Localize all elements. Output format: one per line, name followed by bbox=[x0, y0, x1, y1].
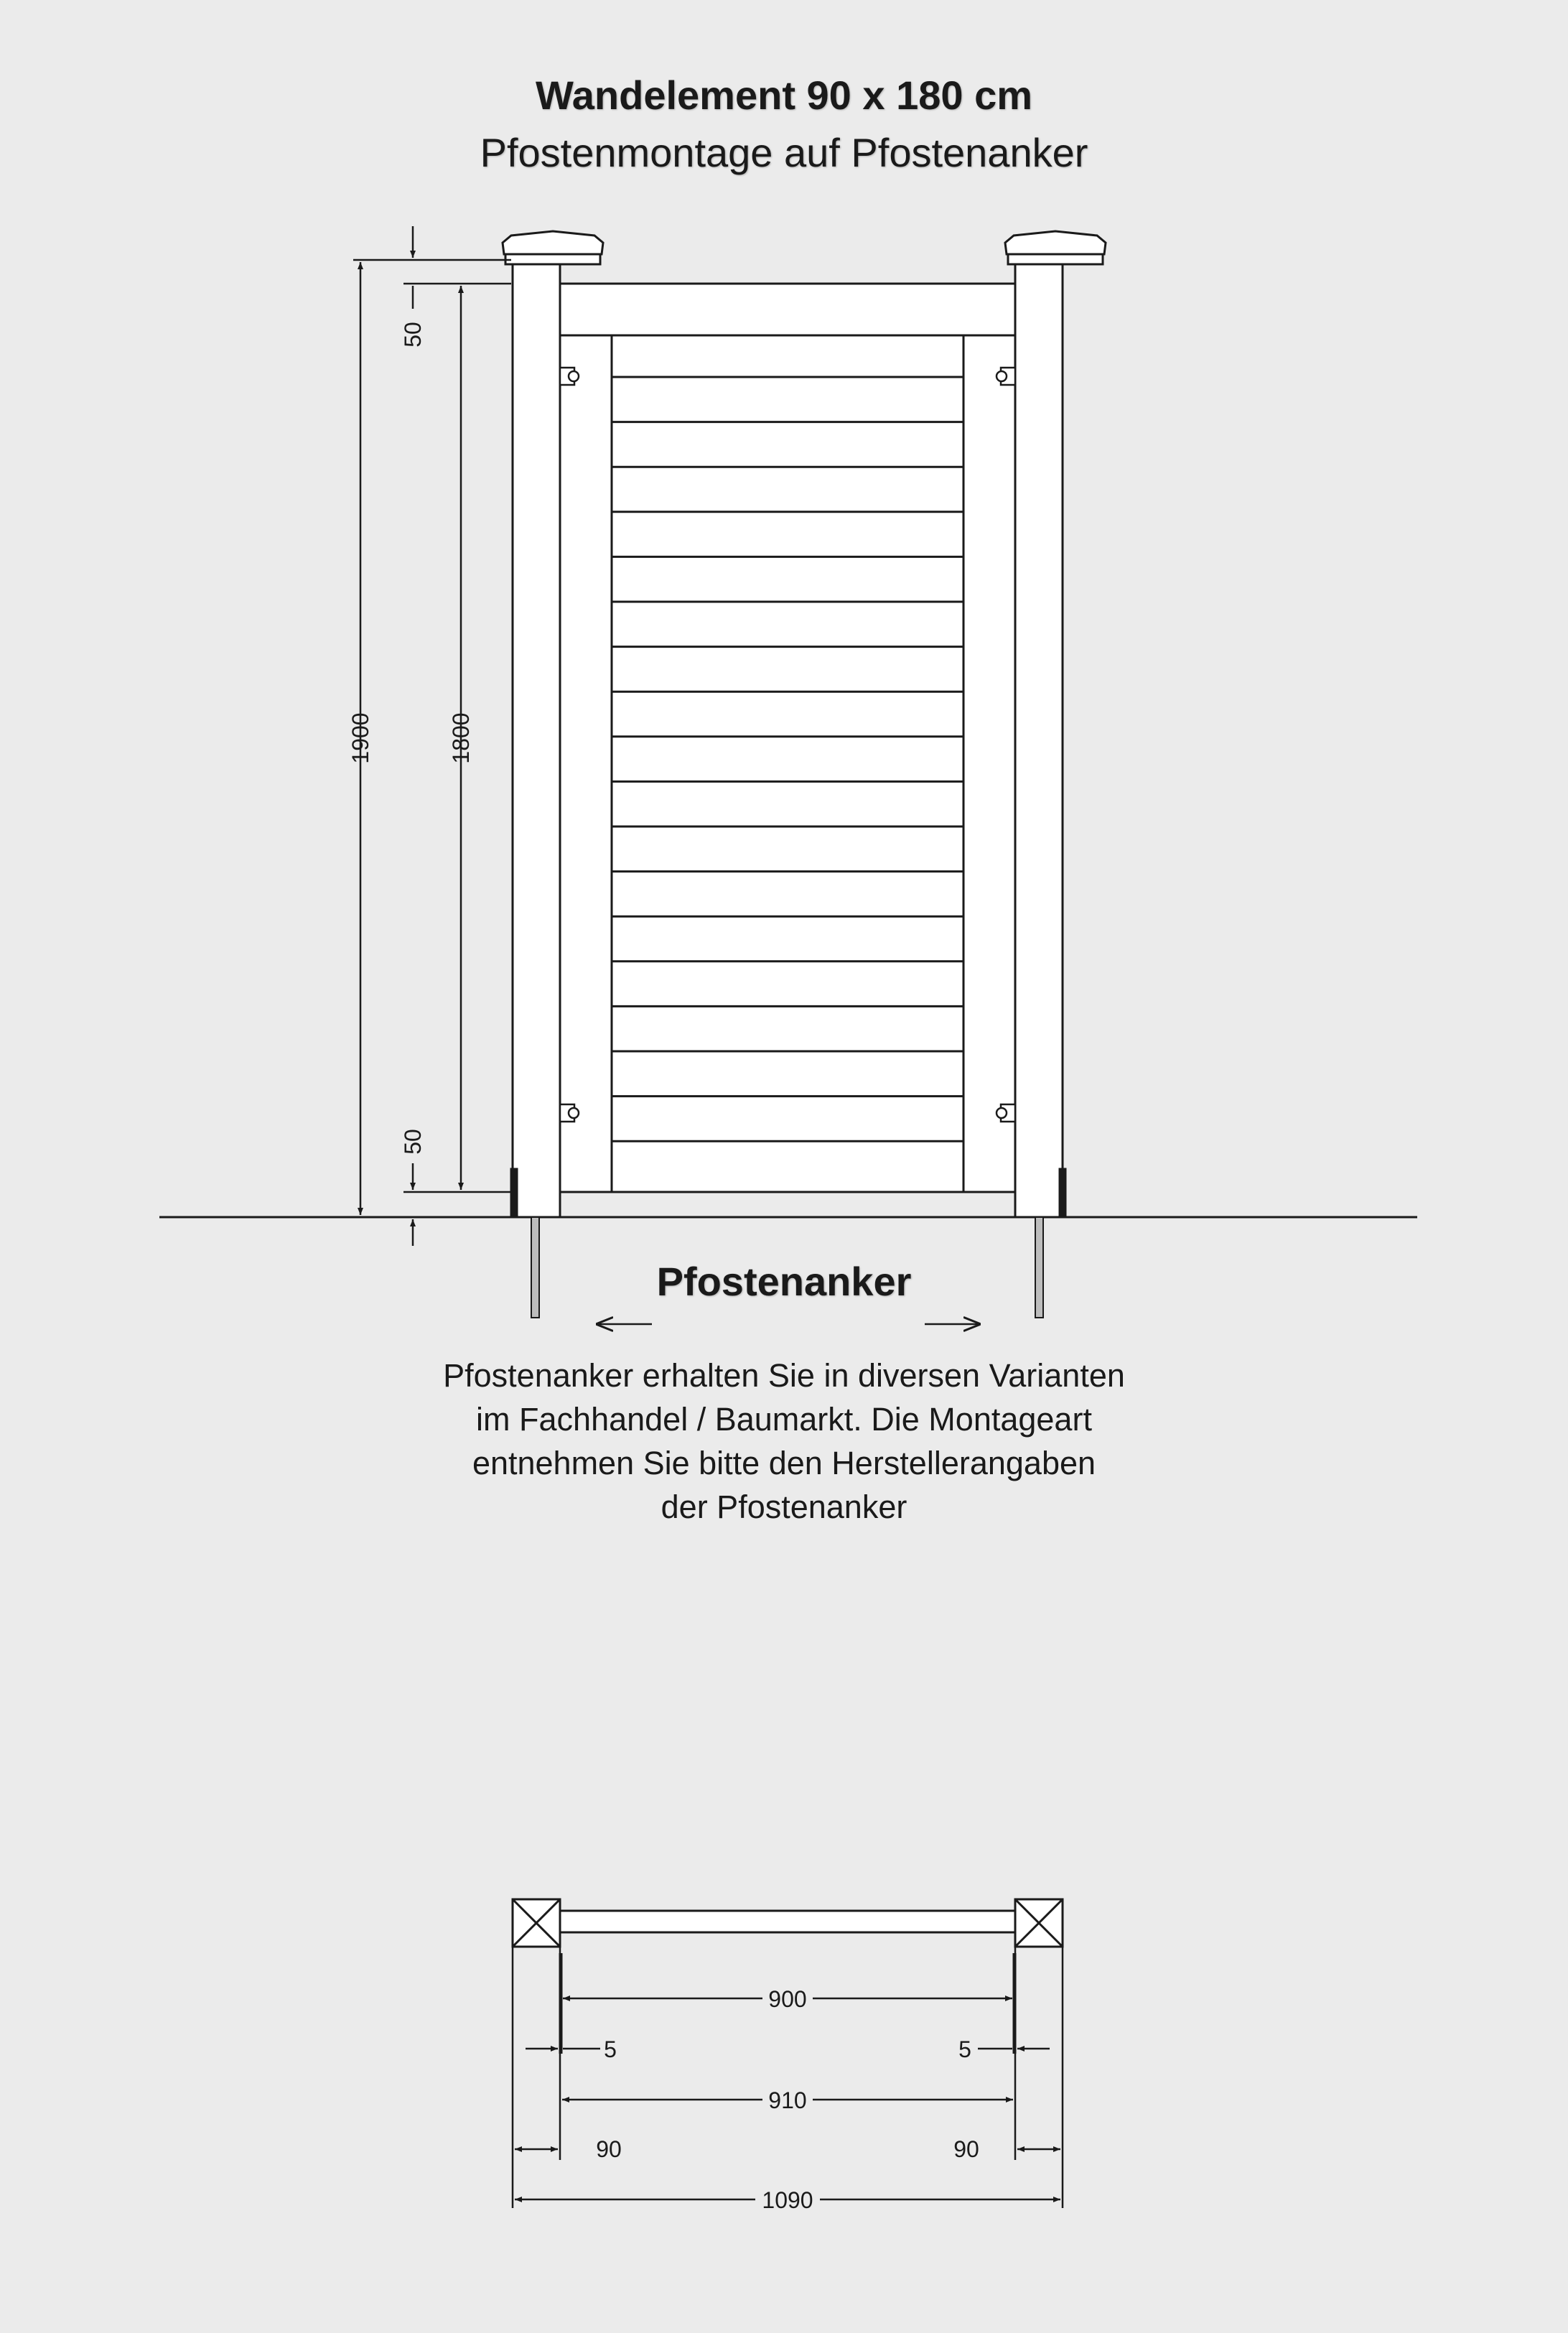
plan-dim-label-900: 900 bbox=[768, 1986, 807, 2012]
note-line: der Pfostenanker bbox=[661, 1489, 907, 1525]
plan-dim-label-910: 910 bbox=[768, 2087, 807, 2113]
dim-label-50-top: 50 bbox=[400, 322, 426, 348]
dim-label-1900: 1900 bbox=[347, 712, 373, 764]
plan-right-post bbox=[1015, 1899, 1063, 1947]
panel-infill bbox=[612, 335, 963, 1192]
plan-dim-label-5-right: 5 bbox=[958, 2036, 971, 2062]
plan-panel bbox=[560, 1911, 1015, 1932]
plan-dim-label-1090: 1090 bbox=[762, 2187, 813, 2213]
plan-dim-label-90-left: 90 bbox=[596, 2136, 622, 2162]
plan-dim-label-90-right: 90 bbox=[953, 2136, 979, 2162]
drawing-subtitle: Pfostenmontage auf Pfostenanker bbox=[480, 130, 1088, 175]
note-line: Pfostenanker erhalten Sie in diversen Varianten bbox=[443, 1357, 1125, 1394]
drawing-title: Wandelement 90 x 180 cm bbox=[535, 73, 1032, 118]
left-post bbox=[513, 264, 560, 1217]
plan-left-post bbox=[513, 1899, 560, 1947]
note-line: im Fachhandel / Baumarkt. Die Montageart bbox=[476, 1401, 1092, 1438]
dim-label-50-bottom: 50 bbox=[400, 1129, 426, 1155]
right-post-cap bbox=[1005, 231, 1106, 264]
installation-note bbox=[0, 1354, 1568, 1529]
dim-label-1800: 1800 bbox=[448, 712, 474, 764]
plan-dim-label-5-left: 5 bbox=[604, 2036, 617, 2062]
right-post bbox=[1015, 264, 1063, 1217]
panel-top-rail bbox=[560, 284, 1015, 335]
panel-right-stile bbox=[963, 335, 1015, 1192]
anchor-label: Pfostenanker bbox=[656, 1259, 912, 1304]
panel-left-stile bbox=[560, 335, 612, 1192]
left-anchor-bracket bbox=[511, 1169, 517, 1217]
left-post-cap bbox=[503, 231, 603, 264]
right-anchor-bracket bbox=[1060, 1169, 1065, 1217]
note-line: entnehmen Sie bitte den Herstellerangaben bbox=[472, 1445, 1096, 1481]
